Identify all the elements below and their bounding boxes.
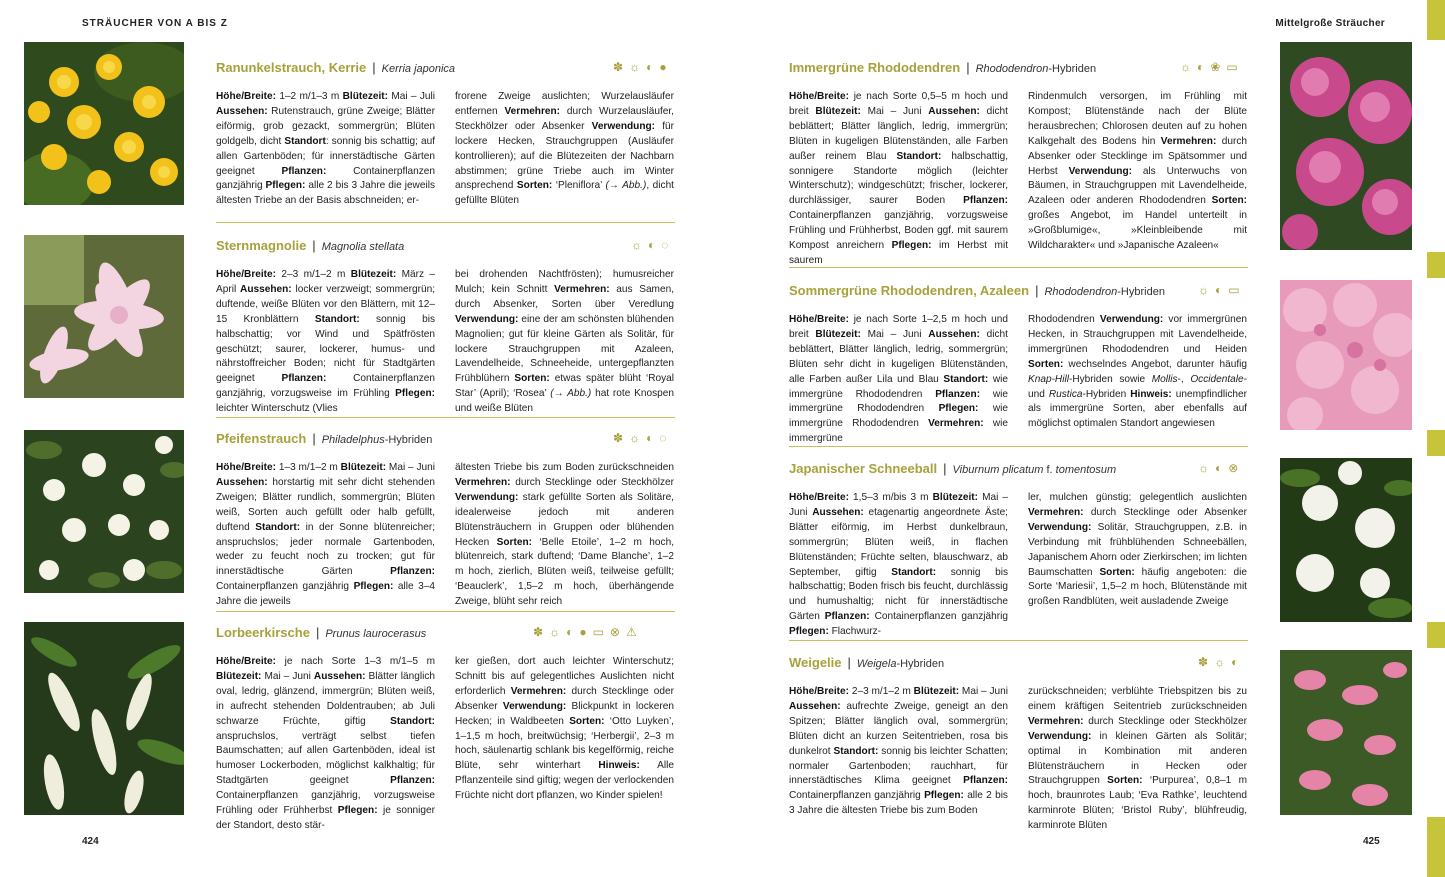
half-shade-icon: ◐ <box>1197 60 1205 74</box>
field-text: 1,5–3 m/bis 3 m <box>849 492 933 503</box>
plant-common-name: Sternmagnolie <box>216 238 307 253</box>
acid-soil-icon: ❀ <box>1210 60 1221 74</box>
field-text: hat rote Knospen und weiße Blüten <box>455 388 674 415</box>
field-text: wie immergrüne Rhododendren <box>789 403 1008 430</box>
field-label: Höhe/Breite: <box>216 462 277 473</box>
field-label: Vermehren: <box>1028 715 1084 727</box>
field-text: zurückschneiden; verblühte Triebspitzen bis zu einem kräftigen Seitentrieb zurückschneiden <box>1028 686 1247 712</box>
field-label: Verwendung: <box>591 120 656 132</box>
field-text: (→ Abb.) <box>550 388 592 400</box>
field-text: für lockere Hecken, Strauchgruppen (Ausläufer kontrollieren); auf die Blütezeiten der Nachbarn abstimmen; grüne Triebe auch im Winter ansprechend <box>455 120 674 192</box>
field-label: Aussehen: <box>928 328 980 340</box>
field-label: Standort: <box>833 745 879 757</box>
title-separator: | <box>315 625 320 640</box>
field-text: - und <box>1028 373 1247 400</box>
field-text: Mai – Juni <box>386 462 435 473</box>
field-text: Blickpunkt in lockeren Hecken; in Waldbeeten <box>455 700 674 727</box>
page-number-right: 425 <box>1363 836 1380 847</box>
field-label: Aussehen: <box>240 283 292 295</box>
field-text: im Herbst mit saurem <box>789 240 1009 266</box>
field-text: locker verzweigt; sommergrün; duftende, weiße Blüten vor den Blättern, mit 12–15 Kronblättern <box>216 283 436 325</box>
field-label: Aussehen: <box>313 670 366 682</box>
description-column-2 <box>455 461 674 610</box>
field-text: durch Stecklinge oder Steckhölzer <box>1083 715 1247 727</box>
site-icons <box>631 239 668 251</box>
photo-kerria <box>24 42 184 205</box>
description-column-1 <box>789 90 1008 269</box>
field-text: dicht beblättert, Blätter länglich, ledrig, sommergrün; Blüten sehr dicht in kugeligen Blütenständen, alle Farben außer Lila und Blau <box>789 328 1008 385</box>
field-label: Blütezeit: <box>340 462 387 473</box>
field-text: Containerpflanzen ganzjährig, vorzugsweise Frühling und Frühherbst, Boden ggf. mit saurem Kompost anreichern <box>789 210 1008 252</box>
page-number-left: 424 <box>82 836 99 847</box>
field-text: ker gießen, dort auch leichter Winterschutz; Schnitt bis auf gelegentliches Auslichten nicht erforderlich <box>455 656 674 697</box>
field-text: Containerpflanzen ganzjährig <box>789 790 925 802</box>
sun-partial-icon: ✽ <box>1198 655 1209 669</box>
field-text: Mai – Juni <box>860 105 929 117</box>
plant-scientific-name: Rhododendron-Hybriden <box>975 63 1097 75</box>
field-label: Hinweis: <box>598 760 640 772</box>
field-label: Sorten: <box>1028 358 1064 370</box>
field-label: Sorten: <box>496 536 532 548</box>
half-shade-icon: ◐ <box>1215 283 1223 297</box>
plant-scientific-name: Rhododendron-Hybriden <box>1044 286 1165 298</box>
field-text: eine der am schönsten blühenden Magnolien; gut für kleine Gärten als Solitär, für lockere Strauchgruppen mit Azaleen, Lavendelheide, Schneeheide, untergepflanzten Frühblühern <box>455 313 674 385</box>
field-text: in kleinen Gärten als Solitär; optimal in Kombination mit anderen Blütensträuchern in Hecken oder Strauchgruppen <box>1028 730 1247 787</box>
field-label: Verwendung: <box>1099 314 1164 325</box>
edge-bar-bottom <box>1427 817 1445 877</box>
description-column-1 <box>216 90 435 209</box>
photo-azalea <box>1280 280 1412 430</box>
field-text: Blätter länglich oval, ledrig, glänzend, immergrün; Blüten weiß, in aufrecht stehenden Doldentrauben; ab Juli schwarze Früchte, giftig <box>216 670 435 727</box>
site-icons <box>613 432 666 444</box>
running-head-left: STRÄUCHER VON A BIS Z <box>82 18 228 29</box>
description-column-2 <box>455 90 674 209</box>
field-text: ‘Otto Luyken’, 1–1,5 m hoch, breitwüchsig; ‘Herbergii’, 2–3 m hoch, säulenartig schlank bis kegelförmig, reiche Blüte, sehr winterhart <box>455 715 674 772</box>
field-label: Höhe/Breite: <box>216 656 277 667</box>
half-shade-icon: ◐ <box>646 60 654 74</box>
field-text: Flachwurz- <box>828 626 881 638</box>
field-text: Occidentale <box>1190 373 1244 385</box>
field-text: -Hybriden <box>1082 388 1131 400</box>
field-label: Pflanzen: <box>824 611 870 623</box>
half-shade-icon: ◐ <box>648 238 656 252</box>
drop-icon: ◌ <box>659 431 667 445</box>
description-column-2 <box>455 655 674 804</box>
field-label: Standort: <box>943 373 989 385</box>
field-label: Höhe/Breite: <box>789 492 850 503</box>
field-label: Pflegen: <box>789 626 829 638</box>
field-label: Pflegen: <box>395 388 435 400</box>
pot-icon: ▭ <box>1228 283 1240 297</box>
description-column-1 <box>216 461 435 610</box>
field-label: Vermehren: <box>1028 506 1084 518</box>
field-text: durch Stecklinge oder Absenker <box>455 685 675 712</box>
site-icons <box>1198 284 1240 296</box>
field-text: Containerpflanzen ganzjährig <box>216 581 354 593</box>
field-text: Knap-Hill <box>1028 373 1069 385</box>
field-label: Sorten: <box>1211 195 1247 207</box>
sun-icon: ☼ <box>629 431 641 445</box>
field-label: Sorten: <box>569 715 605 727</box>
field-text: Rustica <box>1048 388 1083 400</box>
field-label: Höhe/Breite: <box>789 91 850 102</box>
half-shade-icon: ◐ <box>566 625 574 639</box>
edge-bar <box>1427 622 1445 648</box>
field-label: Vermehren: <box>455 476 511 488</box>
entry-title <box>789 283 1165 298</box>
field-label: Verwendung: <box>455 313 519 325</box>
edge-bar <box>1427 252 1445 278</box>
photo-rhododendron <box>1280 42 1412 250</box>
photo-philadelphus <box>24 430 184 593</box>
field-text: anspruchslos, verträgt selbst tiefen Baumschatten; auf allen Gartenböden, ideal ist humoser Lockerboden, möglichst kalkhaltig; für Stadtgärten geeignet <box>216 730 435 787</box>
field-text: durch Stecklinge oder Steckhölzer <box>510 476 674 488</box>
field-text: 1–2 m/1–3 m <box>276 91 343 102</box>
field-text: März – April <box>216 269 435 295</box>
field-label: Pflegen: <box>337 805 378 817</box>
field-text: 1–3 m/1–2 m <box>276 462 341 473</box>
field-label: Pflanzen: <box>390 775 435 787</box>
field-label: Standort <box>284 135 326 147</box>
field-text: wie immergrüne Rhododendren <box>789 373 1008 400</box>
field-label: Pflegen: <box>353 581 394 593</box>
edge-bar <box>1427 430 1445 456</box>
field-text: Mollis <box>1151 373 1178 385</box>
entry-title <box>216 625 426 640</box>
field-text: alle 2 bis 3 Jahre die ältesten Triebe bis zum Boden <box>789 790 1008 817</box>
field-label: Vermehren: <box>554 283 610 295</box>
field-text: durch Stecklinge oder Absenker <box>1083 506 1247 518</box>
title-separator: | <box>1035 283 1039 298</box>
description-column-1 <box>789 685 1008 819</box>
field-text: ältesten Triebe bis zum Boden zurückschneiden <box>455 462 674 473</box>
plant-common-name: Japanischer Schneeball <box>789 461 938 476</box>
sun-icon: ☼ <box>1214 655 1226 669</box>
description-column-2 <box>1028 313 1247 432</box>
field-label: Vermehren: <box>1160 135 1217 147</box>
field-text: dicht beblättert; Blätter länglich, ledrig, immergrün; Blüten in kugeligen Blütenständen, alle Farben außer reinem Blau <box>789 105 1008 162</box>
field-label: Blütezeit: <box>216 670 262 682</box>
title-separator: | <box>312 238 316 253</box>
pot-icon: ▭ <box>1226 60 1238 74</box>
field-text: -Hybriden sowie <box>1068 373 1152 385</box>
field-text: sonnig bis leichter Schatten; normaler Gartenboden; rauchhart, für innerstädtisches Klima geeignet <box>789 745 1008 787</box>
sun-icon: ☼ <box>631 238 642 252</box>
field-text: Containerpflanzen ganzjährig, vorzugsweise Frühling oder Frühherbst <box>216 790 435 817</box>
title-separator: | <box>943 461 947 476</box>
field-text: unempfindlicher als immergrüne Sorten, aber ebenfalls auf möglichst optimalen Standort angewiesen <box>1028 388 1248 430</box>
description-column-1 <box>216 268 435 417</box>
sun-icon: ☼ <box>1180 60 1191 74</box>
entry-title <box>789 655 944 670</box>
field-text: aufrechte Zweige, geneigt an den Spitzen; Blätter länglich oval, sommergrün; Blüten dicht an kurzen Seitentrieben, rosa bis dunkelrot <box>789 700 1008 757</box>
plant-common-name: Sommergrüne Rhododendren, Azaleen <box>789 283 1030 298</box>
site-icons <box>1198 462 1238 474</box>
site-icons <box>1198 656 1238 668</box>
field-text: sonnig bis halbschattig; vor Wind und Spätfrösten geschützt; saurer, lockerer, humus- und nährstoffreicher Boden; nicht für Stadtgärten geeignet <box>216 313 435 385</box>
field-text: (→ Abb.) <box>605 180 647 192</box>
sun-icon: ☼ <box>1198 283 1209 297</box>
field-text: Containerpflanzen ganzjährig <box>216 165 435 192</box>
title-separator: | <box>312 431 316 446</box>
field-label: Aussehen: <box>812 506 864 518</box>
entry-title <box>216 60 455 75</box>
running-head-right: Mittelgroße Sträucher <box>1275 18 1385 29</box>
field-text: ‘Purpurea’, 0,8–1 m hoch, braunrotes Laub; ‘Eva Rathke’, leuchtend karminrote Blüten; ‘Bristol Ruby’, blühfreudig, karminrote Blüten <box>1028 775 1247 832</box>
plant-common-name: Immergrüne Rhododendren <box>789 60 961 75</box>
divider <box>216 222 675 223</box>
plant-common-name: Lorbeerkirsche <box>216 625 310 640</box>
sun-partial-icon: ✽ <box>613 60 624 74</box>
hedge-icon: ⊗ <box>609 625 620 639</box>
field-label: Aussehen: <box>216 476 268 488</box>
field-label: Pflanzen: <box>963 195 1008 207</box>
field-text: Containerpflanzen ganzjährig <box>869 611 1008 623</box>
field-label: Blütezeit: <box>342 91 389 102</box>
field-text: Rutenstrauch, grüne Zweige; Blätter eiförmig, grob gezackt, sommergrün; Blüten goldgelb, dicht <box>216 105 435 147</box>
field-label: Pflegen: <box>938 403 979 415</box>
sun-partial-icon: ✽ <box>613 431 624 445</box>
field-label: Blütezeit: <box>815 328 861 340</box>
field-text: -, <box>1177 373 1191 385</box>
field-text: vor immergrünen Hecken, in Strauchgruppen mit Lavendelheide, immergrünen Rhododendren und Heiden <box>1028 314 1247 355</box>
field-text: Mai – Juni <box>860 328 929 340</box>
divider <box>216 611 675 612</box>
field-text: je nach Sorte 1–2,5 m hoch und breit <box>789 314 1008 340</box>
field-text: bei drohenden Nachtfrösten); humusreicher Mulch; kein Schnitt <box>455 269 674 295</box>
field-label: Standort: <box>390 715 435 727</box>
plant-scientific-name: Prunus laurocerasus <box>325 628 427 640</box>
field-label: Aussehen: <box>928 105 980 117</box>
drop-icon: ◌ <box>661 238 669 252</box>
field-text: wechselndes Angebot, darunter häufig <box>1063 358 1247 370</box>
field-label: Höhe/Breite: <box>216 91 277 102</box>
field-text: wie immergrüne Rhododendren <box>789 388 1009 415</box>
field-label: Verwendung: <box>1068 165 1132 177</box>
field-label: Pflegen: <box>265 180 306 192</box>
field-label: Pflanzen: <box>935 388 981 400</box>
half-shade-icon: ◐ <box>646 431 654 445</box>
field-label: Höhe/Breite: <box>789 314 850 325</box>
field-text: häufig angeboten: die Sorte ‘Mariesii’, 1,5–2 m hoch, Blütenstände mit großen Randblüten, weit ausladende Zweige <box>1028 566 1247 608</box>
site-icons <box>613 61 667 73</box>
field-text: frorene Zweige auslichten; Wurzelausläufer entfernen <box>455 91 674 117</box>
field-label: Pflanzen: <box>281 373 327 385</box>
field-text: Rindenmulch versorgen, im Frühling mit Kompost; Blütenstände nach der Blüte herausbrechen; Chlorosen deuten auf zu hohen Kalkgehalt des Bodens hin <box>1028 91 1247 147</box>
entry-title <box>216 238 404 253</box>
sun-icon: ☼ <box>1198 461 1209 475</box>
field-text: je sonniger der Standort, desto stär- <box>216 805 435 831</box>
entry-title <box>789 60 1096 75</box>
field-text: je nach Sorte 0,5–5 m hoch und breit <box>789 91 1008 117</box>
field-label: Pflanzen: <box>963 775 1008 787</box>
field-text: , dicht gefüllte Blüten <box>455 180 674 207</box>
hedge-icon: ⊗ <box>1228 461 1239 475</box>
field-text: Mai – Juni <box>261 670 314 682</box>
field-label: Blütezeit: <box>913 686 960 697</box>
site-icons <box>533 626 637 638</box>
photo-magnolia <box>24 235 184 398</box>
field-text: wie immergrüne <box>789 418 1009 445</box>
title-separator: | <box>847 655 851 670</box>
field-label: Standort: <box>314 313 360 325</box>
field-label: Aussehen: <box>789 700 841 712</box>
description-column-2 <box>1028 90 1247 254</box>
plant-scientific-name: Weigela-Hybriden <box>856 658 945 670</box>
field-label: Sorten: <box>1107 775 1143 787</box>
field-label: Höhe/Breite: <box>216 269 277 280</box>
field-text: Rhododendren <box>1028 314 1100 325</box>
field-label: Pflegen: <box>891 240 932 252</box>
photo-weigela <box>1280 650 1412 815</box>
field-text: etwas später blüht ‘Royal Star’ (April); ‘Rosea’ <box>455 373 674 400</box>
title-separator: | <box>372 60 376 75</box>
field-text: leichter Winterschutz (Vlies <box>216 403 338 415</box>
field-text: ler, mulchen günstig; gelegentlich auslichten <box>1028 492 1247 503</box>
description-column-2 <box>1028 685 1247 834</box>
plant-common-name: Weigelie <box>789 655 842 670</box>
field-text: alle 2 bis 3 Jahre die jeweils ältesten Triebe an der Basis abschneiden; er- <box>216 180 435 207</box>
field-label: Vermehren: <box>504 105 561 117</box>
field-text: : sonnig bis schattig; auf allen Gartenböden; für innerstädtische Gärten geeignet <box>216 135 435 177</box>
photo-prunus <box>24 622 184 815</box>
field-text: als Unterwuchs von Bäumen, in Strauchgruppen mit Lavendelheide, Azaleen oder anderen Rhododendren <box>1028 165 1247 207</box>
field-label: Standort: <box>255 521 301 533</box>
plant-common-name: Pfeifenstrauch <box>216 431 307 446</box>
description-column-1 <box>789 491 1008 640</box>
field-text: ‘Belle Etoile’, 1–2 m hoch, blütenreich, stark duftend; ‘Dame Blanche’, 1–2 m hoch, zierlich, Blüten weiß, teilweise gefüllt; ‘Beauclerk’, 1,5–2 m hoch, überhängende Zweige, blüht sehr reich <box>455 536 675 608</box>
field-text: Mai – Juli <box>388 91 435 102</box>
site-icons <box>1180 61 1238 73</box>
field-text: Mai – Juni <box>789 492 1008 518</box>
field-label: Pflanzen: <box>281 165 327 177</box>
divider <box>216 417 675 418</box>
field-text: Solitär, Strauchgruppen, z.B. in Verbindung mit frühblühenden Schneebällen, Japanischem Ahorn oder Zierkirschen; im lichten Baumschatten <box>1028 521 1247 578</box>
field-label: Verwendung: <box>1028 521 1092 533</box>
field-text: großes Angebot, im Handel unterteilt in »Großblumige«, »Kleinbleibende mit Wildcharakter« und »Japanische Azaleen« <box>1028 210 1247 252</box>
field-text: 2–3 m/1–2 m <box>849 686 914 697</box>
pot-icon: ▭ <box>592 625 604 639</box>
field-label: Sorten: <box>516 180 553 192</box>
field-text: etagenartig angeordnete Äste; Blätter eiförmig, im Herbst dunkelbraun, sommergrün; Blüten weiß, in flachen Blütenständen; Früchte selten, blauschwarz, ab September, giftig <box>789 506 1008 578</box>
field-text: horstartig mit sehr dicht stehenden Zweigen; Blätter rundlich, sommergrün; Blüten weiß, Sorten auch gefüllt oder halb gefüllt, duftend <box>216 476 435 533</box>
title-separator: | <box>966 60 970 75</box>
field-label: Blütezeit: <box>932 492 979 503</box>
field-label: Verwendung: <box>455 491 519 503</box>
dot-icon: ● <box>579 625 587 639</box>
field-text: je nach Sorte 1–3 m/1–5 m <box>276 656 435 667</box>
field-text: sonnig bis halbschattig; Boden frisch bis feucht, durchlässig und humushaltig; nicht für innerstädtische Gärten <box>789 566 1008 623</box>
half-shade-icon: ◐ <box>1231 655 1239 669</box>
field-label: Blütezeit: <box>350 269 397 280</box>
sun-icon: ☼ <box>549 625 561 639</box>
field-text: durch Wurzelausläufer, Steckhölzer oder Absenker <box>455 105 674 132</box>
field-label: Pflanzen: <box>390 566 435 578</box>
entry-title <box>789 461 1116 476</box>
field-text: stark gefüllte Sorten als Solitäre, idealerweise jedoch mit anderen Blütensträuchern in Gruppen oder blühenden Hecken <box>455 491 674 548</box>
field-text: ‘Pleniflora’ <box>552 180 606 192</box>
plant-scientific-name: Philadelphus-Hybriden <box>321 434 433 446</box>
field-label: Höhe/Breite: <box>789 686 850 697</box>
field-label: Blütezeit: <box>815 105 861 117</box>
field-text: Mai – Juni <box>959 686 1008 697</box>
field-text: alle 3–4 Jahre die jeweils <box>216 581 435 608</box>
sun-partial-icon: ✽ <box>533 625 544 639</box>
field-label: Vermehren: <box>928 418 984 430</box>
field-label: Standort: <box>896 150 942 162</box>
field-label: Sorten: <box>514 373 550 385</box>
half-shade-icon: ◐ <box>1215 461 1223 475</box>
field-text: Containerpflanzen ganzjährig, vorzugsweise im Frühling <box>216 373 435 400</box>
plant-scientific-name: Viburnum plicatum f. tomentosum <box>952 464 1117 476</box>
edge-bar-top <box>1427 0 1445 40</box>
field-text: halbschattig, sonnigere Standorte möglich (leichter Winterschutz); windgeschützt; frischer, lockerer, durchlässiger, saurer Boden <box>789 150 1008 207</box>
field-label: Vermehren: <box>510 685 567 697</box>
field-text: durch Absenker oder Stecklinge im Spätsommer und Herbst <box>1028 135 1247 177</box>
field-label: Hinweis: <box>1130 388 1172 400</box>
warning-icon: ⚠ <box>625 625 637 639</box>
field-text: aus Samen, durch Absenker, Sorten über Veredlung <box>455 283 674 310</box>
divider <box>789 640 1248 641</box>
description-column-1 <box>216 655 435 834</box>
field-text: in der Sonne blütenreicher; anspruchslos; jeder normale Gartenboden, weder zu feucht noch zu trocken; gut für innerstädtische Gärten <box>216 521 435 578</box>
entry-title <box>216 431 432 446</box>
field-label: Aussehen: <box>216 105 268 117</box>
description-column-1 <box>789 313 1008 447</box>
field-text: Alle Pflanzenteile sind giftig; wegen der verlockenden Früchte nicht dort pflanzen, wo Kinder spielen! <box>455 760 674 802</box>
field-label: Verwendung: <box>502 700 567 712</box>
field-label: Sorten: <box>1099 566 1135 578</box>
field-text: 2–3 m/1–2 m <box>276 269 351 280</box>
photo-viburnum <box>1280 458 1412 622</box>
plant-scientific-name: Magnolia stellata <box>321 241 405 253</box>
sun-icon: ☼ <box>629 60 641 74</box>
description-column-2 <box>455 268 674 417</box>
description-column-2 <box>1028 491 1247 610</box>
plant-scientific-name: Kerria japonica <box>381 63 456 75</box>
plant-common-name: Ranunkelstrauch, Kerrie <box>216 60 367 75</box>
field-label: Verwendung: <box>1028 730 1092 742</box>
dot-icon: ● <box>659 60 667 74</box>
field-label: Standort: <box>891 566 937 578</box>
field-label: Pflegen: <box>924 790 964 802</box>
